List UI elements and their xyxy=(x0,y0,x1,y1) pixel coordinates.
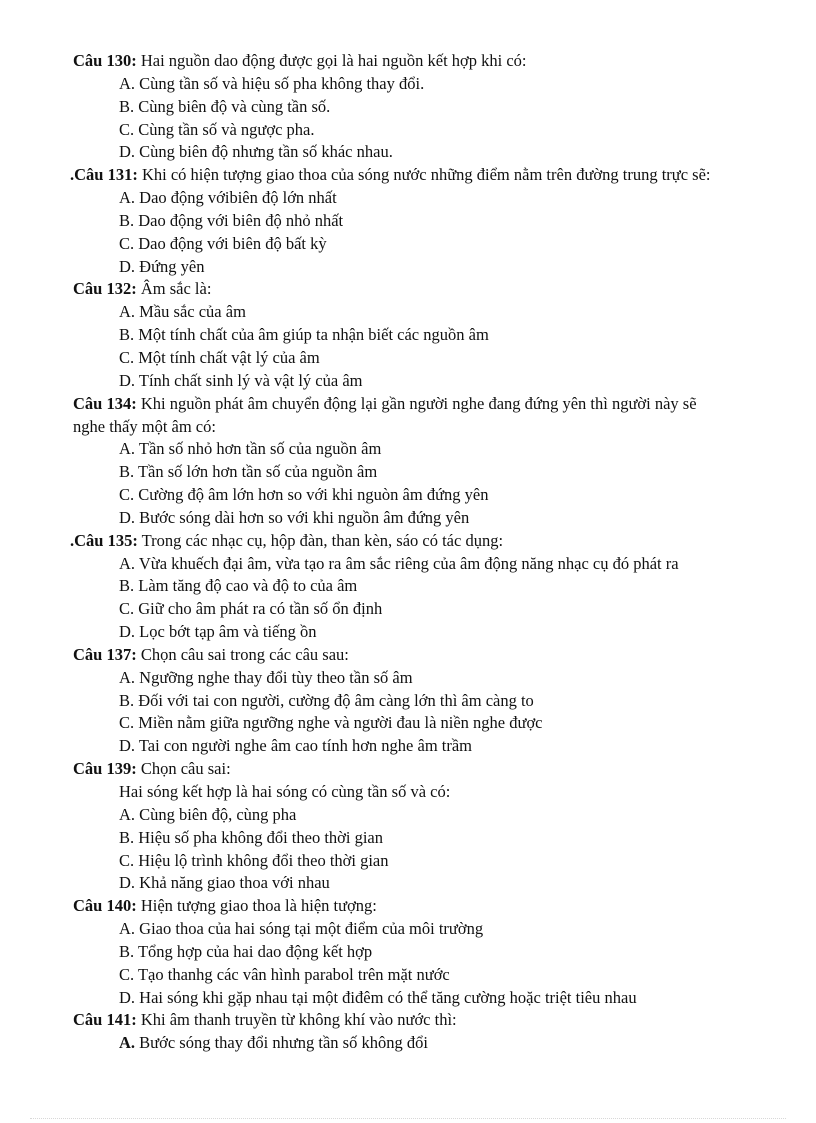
question-number: Câu 140: xyxy=(73,896,137,916)
question-number: Câu 141: xyxy=(73,1010,137,1030)
option-d: D. Đứng yên xyxy=(119,256,205,276)
option-d: D. Tai con người nghe âm cao tính hơn nghe âm trầm xyxy=(119,736,473,756)
option-a xyxy=(0,1032,816,1055)
option-a: A. Tần số nhỏ hơn tần số của nguồn âm xyxy=(119,439,382,459)
question-140 xyxy=(0,895,816,918)
question-text: Trong các nhạc cụ, hộp đàn, than kèn, sáo có tác dụng: xyxy=(137,530,504,550)
option-c: C. Cùng tần số và ngược pha. xyxy=(119,119,315,139)
option-d: D. Khả năng giao thoa với nhau xyxy=(119,873,330,893)
option-a: A. Dao động vớibiên độ lớn nhất xyxy=(119,188,337,208)
option-c: C. Cường độ âm lớn hơn so với khi nguòn âm đứng yên xyxy=(119,485,489,505)
question-135 xyxy=(0,530,816,553)
option-a: A. Ngưỡng nghe thay đổi tùy theo tần số âm xyxy=(119,667,413,687)
option-text: Bước sóng thay đổi nhưng tần số không đổi xyxy=(135,1033,428,1053)
question-number: Câu 134: xyxy=(73,393,137,413)
question-139 xyxy=(0,758,816,781)
option-d: D. Cùng biên độ nhưng tần số khác nhau. xyxy=(119,142,393,162)
question-137 xyxy=(0,644,816,667)
question-141 xyxy=(0,1009,816,1032)
question-text: Khi có hiện tượng giao thoa của sóng nước những điểm nằm trên đường trung trực sẽ: xyxy=(137,165,711,185)
question-number: .Câu 135: xyxy=(70,530,138,550)
question-text: Khi âm thanh truyền từ không khí vào nước thì: xyxy=(136,1010,457,1030)
question-130 xyxy=(0,50,816,73)
option-a: A. Cùng tần số và hiệu số pha không thay đổi. xyxy=(119,73,425,93)
question-text: Hai nguồn dao động được gọi là hai nguồn kết hợp khi có: xyxy=(136,51,527,70)
option-b: B. Làm tăng độ cao và độ to của âm xyxy=(119,576,358,596)
option-a: A. Giao thoa của hai sóng tại một điểm của môi trường xyxy=(119,919,484,939)
option-b: B. Cùng biên độ và cùng tần số. xyxy=(119,96,331,116)
question-number: Câu 139: xyxy=(73,759,137,779)
question-text: Âm sắc là: xyxy=(136,279,212,299)
option-b: B. Hiệu số pha không đổi theo thời gian xyxy=(119,827,383,847)
option-b: B. Dao động với biên độ nhỏ nhất xyxy=(119,210,344,230)
question-131 xyxy=(0,164,816,187)
question-132 xyxy=(0,278,816,301)
option-a: A. Cùng biên độ, cùng pha xyxy=(119,804,297,824)
option-b: B. Một tính chất của âm giúp ta nhận biết các nguồn âm xyxy=(119,325,489,345)
question-text: Chọn câu sai: xyxy=(136,759,231,779)
question-text: Chọn câu sai trong các câu sau: xyxy=(136,644,349,664)
question-text: Khi nguồn phát âm chuyển động lại gần người nghe đang đứng yên thì người này sẽ xyxy=(136,393,697,413)
option-d: D. Lọc bớt tạp âm và tiếng ồn xyxy=(119,622,317,642)
question-number: Câu 130: xyxy=(73,51,137,70)
option-c: C. Tạo thanhg các vân hình parabol trên mặt nước xyxy=(119,964,450,984)
option-c: C. Hiệu lộ trình không đổi theo thời gian xyxy=(119,850,389,870)
page-bottom-divider xyxy=(30,1118,786,1119)
option-d: D. Bước sóng dài hơn so với khi nguồn âm đứng yên xyxy=(119,507,470,527)
question-text-continuation: nghe thấy một âm có: xyxy=(73,416,216,436)
option-a: A. Mầu sắc của âm xyxy=(119,302,246,322)
option-b: B. Tần số lớn hơn tần số của nguồn âm xyxy=(119,462,378,482)
question-number: Câu 132: xyxy=(73,279,137,299)
option-c: C. Dao động với biên độ bất kỳ xyxy=(119,233,327,253)
option-c: C. Miền nằm giữa ngưỡng nghe và người đau là niền nghe được xyxy=(119,713,543,733)
option-b: B. Tổng hợp của hai dao động kết hợp xyxy=(119,941,373,961)
question-list xyxy=(0,50,816,1055)
option-b: B. Đối với tai con người, cường độ âm càng lớn thì âm càng to xyxy=(119,690,534,710)
option-label: A. xyxy=(119,1033,136,1053)
option-c: C. Một tính chất vật lý của âm xyxy=(119,347,320,367)
question-number: .Câu 131: xyxy=(70,165,138,185)
option-a: A. Vừa khuếch đại âm, vừa tạo ra âm sắc riêng của âm động năng nhạc cụ đó phát ra xyxy=(119,553,679,573)
question-text: Hiện tượng giao thoa là hiện tượng: xyxy=(136,896,377,916)
question-number: Câu 137: xyxy=(73,644,137,664)
option-c: C. Giữ cho âm phát ra có tần số ổn định xyxy=(119,599,383,619)
option-d: D. Tính chất sinh lý và vật lý của âm xyxy=(119,370,363,390)
option-d: D. Hai sóng khi gặp nhau tại một điđêm có thể tăng cường hoặc triệt tiêu nhau xyxy=(119,987,637,1007)
question-stem: Hai sóng kết hợp là hai sóng có cùng tần số và có: xyxy=(119,782,451,801)
question-134 xyxy=(0,393,816,416)
